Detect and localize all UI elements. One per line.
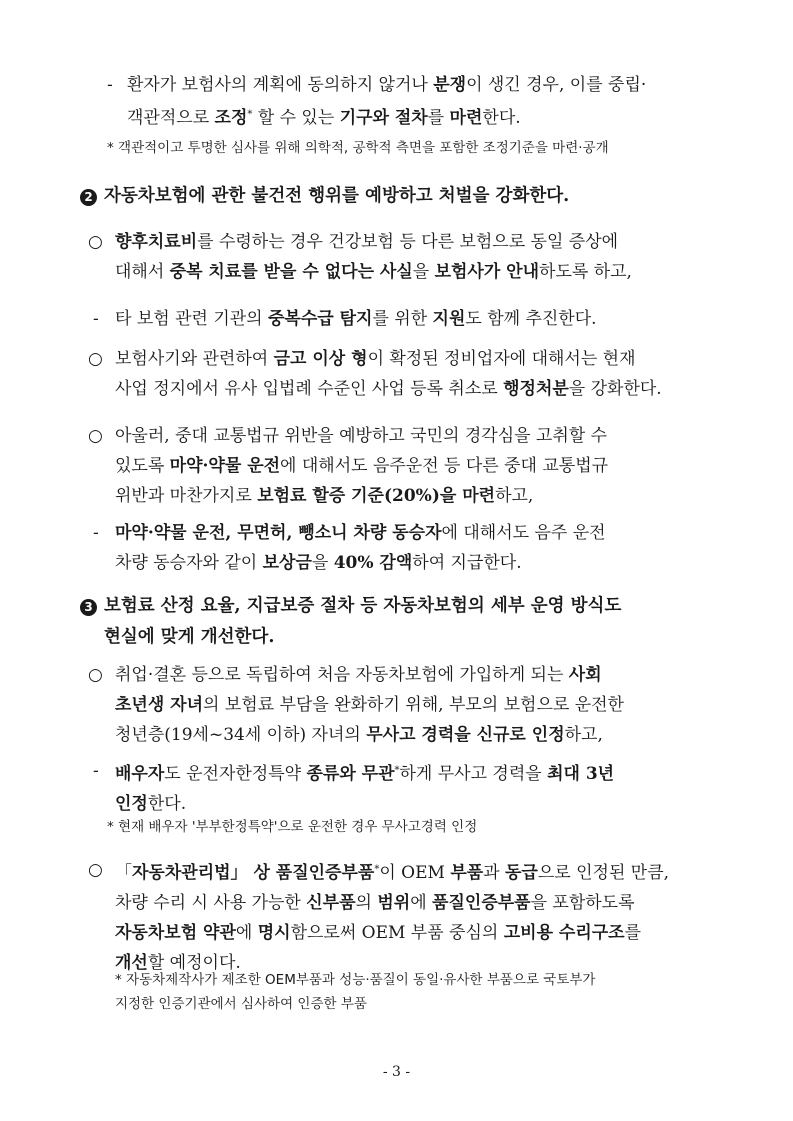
dash-bullet-icon: - bbox=[93, 523, 99, 543]
text-run: 도 운전자한정특약 bbox=[164, 764, 307, 784]
text-run: 을 강화한다. bbox=[568, 379, 662, 399]
text-line bbox=[115, 227, 718, 257]
section-number-icon bbox=[80, 182, 97, 212]
bold-text: 인정 bbox=[115, 794, 148, 814]
bold-text: 초년생 자녀 bbox=[115, 695, 204, 715]
text-line bbox=[127, 70, 717, 100]
text-line bbox=[115, 918, 718, 948]
bold-text: 최대 3년 bbox=[547, 764, 615, 784]
bold-text: 보상금 bbox=[262, 553, 312, 573]
section-heading bbox=[104, 591, 740, 653]
text-run: * bbox=[374, 864, 380, 875]
page-number: - 3 - bbox=[382, 1064, 411, 1080]
text-run: 하게 무사고 경력을 bbox=[399, 764, 548, 784]
text-line bbox=[115, 720, 718, 750]
text-run: 를 bbox=[624, 923, 642, 943]
bold-text: 분쟁 bbox=[433, 75, 467, 95]
section-number-badge: 2 bbox=[80, 189, 97, 206]
bold-text: 무사고 경력을 신규로 인정 bbox=[366, 725, 565, 745]
text-run: 대해서 bbox=[115, 262, 170, 282]
footnote bbox=[115, 968, 735, 1016]
text-line bbox=[104, 622, 740, 653]
dash-bullet-icon: - bbox=[107, 75, 113, 95]
bold-text: 명시 bbox=[257, 923, 291, 943]
text-line bbox=[104, 591, 740, 622]
bold-text: 사회 bbox=[568, 665, 602, 685]
text-run: 이 생긴 경우, 이를 중립· bbox=[466, 75, 647, 95]
footnote bbox=[107, 815, 727, 839]
text-run: 보험사기와 관련하여 bbox=[115, 349, 274, 369]
bold-text: 자동차보험 약관 bbox=[115, 923, 236, 943]
text-line bbox=[115, 968, 735, 992]
text-run: * bbox=[247, 109, 253, 120]
text-run: 를 위한 bbox=[372, 309, 433, 329]
section-heading bbox=[104, 181, 744, 212]
text-run: 한다. bbox=[482, 108, 521, 128]
text-run: 을 포함하도록 bbox=[530, 893, 635, 913]
text-line bbox=[115, 421, 718, 451]
bold-text: 범위 bbox=[377, 893, 411, 913]
bold-text: 중복수급 탐지 bbox=[268, 309, 373, 329]
text-run: 한다. bbox=[147, 794, 187, 814]
dash-bullet-icon: - bbox=[93, 309, 99, 329]
text-run: 타 보험 관련 기관의 bbox=[115, 309, 268, 329]
footnote bbox=[107, 136, 747, 160]
paragraph bbox=[115, 421, 718, 511]
text-line bbox=[115, 756, 718, 789]
text-run: 을 bbox=[412, 262, 435, 282]
text-run: 차량 수리 시 사용 가능한 bbox=[115, 893, 307, 913]
text-line bbox=[115, 374, 718, 404]
bold-text: 마약·약물 운전, 무면허, 뺑소니 차량 동승자 bbox=[115, 523, 442, 543]
text-line bbox=[115, 257, 718, 287]
text-run: 를 bbox=[427, 108, 450, 128]
text-run: 할 수 있는 bbox=[252, 108, 340, 128]
bold-text: 보험료 할증 기준(20%)을 마련 bbox=[257, 486, 496, 506]
dash-bullet-icon: - bbox=[93, 761, 99, 781]
text-line bbox=[115, 888, 718, 918]
section-number-badge: 3 bbox=[80, 599, 97, 616]
paragraph bbox=[115, 660, 718, 750]
text-run: 위반과 마찬가지로 bbox=[115, 486, 258, 506]
bold-text: 품질인증부품 bbox=[432, 893, 531, 913]
bold-text: 조정 bbox=[214, 108, 248, 128]
bold-text: 개선 bbox=[115, 953, 148, 973]
text-run: 환자가 보험사의 계획에 동의하지 않거나 bbox=[127, 75, 434, 95]
text-run: * 자동차제작사가 제조한 OEM부품과 성능·품질이 동일·유사한 부품으로 국토부가 bbox=[115, 972, 596, 988]
text-run: 함으로써 OEM 부품 중심의 bbox=[290, 923, 504, 943]
bold-text: 40% 감액 bbox=[333, 553, 413, 573]
text-line bbox=[115, 548, 718, 578]
bold-text: 배우자 bbox=[115, 764, 165, 784]
text-run: 을 bbox=[311, 553, 334, 573]
text-line bbox=[115, 690, 718, 720]
text-line bbox=[107, 136, 747, 160]
circle-bullet-icon: ○ bbox=[88, 349, 103, 369]
bold-text: 향후치료비 bbox=[115, 232, 198, 252]
bold-text: 마련 bbox=[449, 108, 483, 128]
bold-text: 행정처분 bbox=[503, 379, 569, 399]
text-run: 지정한 인증기관에서 심사하여 인증한 부품 bbox=[115, 996, 367, 1012]
text-run: 사업 정지에서 유사 입법례 수준인 사업 등록 취소로 bbox=[115, 379, 504, 399]
circle-bullet-icon: ○ bbox=[88, 232, 103, 252]
text-run: 하고, bbox=[564, 725, 603, 745]
text-run: 할 예정이다. bbox=[147, 953, 241, 973]
text-run: 에 bbox=[410, 893, 433, 913]
text-run: 있도록 bbox=[115, 456, 170, 476]
bold-text: 지원 bbox=[432, 309, 466, 329]
text-run: 의 보험료 부담을 완화하기 위해, 부모의 보험으로 운전한 bbox=[203, 695, 624, 715]
bold-text: 마약·약물 운전 bbox=[169, 456, 281, 476]
paragraph bbox=[115, 344, 718, 404]
bold-text: 금고 이상 형 bbox=[273, 349, 368, 369]
text-run: 에 대해서도 음주운전 등 다른 중대 교통법규 bbox=[280, 456, 609, 476]
bold-text: 중복 치료를 받을 수 없다는 사실 bbox=[169, 262, 413, 282]
text-line bbox=[115, 518, 718, 548]
text-run: 에 대해서도 음주 운전 bbox=[441, 523, 606, 543]
bold-text: 자동차관리법」 상 품질인증부품 bbox=[132, 863, 375, 883]
text-run: * bbox=[394, 765, 400, 776]
text-run: 취업·결혼 등으로 독립하여 처음 자동차보험에 가입하게 되는 bbox=[115, 665, 569, 685]
text-run: 도 함께 추진한다. bbox=[465, 309, 597, 329]
text-run: 자동차보험에 관한 불건전 행위를 예방하고 처벌을 강화한다. bbox=[104, 186, 570, 206]
text-run: 의 bbox=[355, 893, 378, 913]
text-line bbox=[127, 100, 717, 133]
bold-text: 보험사가 안내 bbox=[434, 262, 540, 282]
bold-text: 기구와 절차 bbox=[339, 108, 428, 128]
text-run: 「 bbox=[115, 863, 132, 883]
circle-bullet-icon: ○ bbox=[88, 426, 103, 446]
text-line bbox=[115, 992, 735, 1016]
bold-text: 부품 bbox=[450, 863, 484, 883]
paragraph bbox=[127, 70, 717, 133]
text-run: 를 수령하는 경우 건강보험 등 다른 보험으로 동일 증상에 bbox=[197, 232, 619, 252]
section-number-icon bbox=[80, 592, 97, 622]
text-line bbox=[115, 451, 718, 481]
circle-bullet-icon: ○ bbox=[88, 860, 103, 880]
text-run: 청년층(19세~34세 이하) 자녀의 bbox=[115, 725, 367, 745]
paragraph bbox=[115, 227, 718, 287]
text-run: * 현재 배우자 '부부한정특약'으로 운전한 경우 무사고경력 인정 bbox=[107, 819, 478, 835]
text-line bbox=[115, 855, 718, 888]
text-run: 아울러, 중대 교통법규 위반을 예방하고 국민의 경각심을 고취할 수 bbox=[115, 426, 608, 446]
text-run: 차량 동승자와 같이 bbox=[115, 553, 263, 573]
text-run: 과 bbox=[483, 863, 505, 883]
bold-text: 고비용 수리구조 bbox=[503, 923, 625, 943]
bold-text: 종류와 무관 bbox=[306, 764, 395, 784]
text-line bbox=[115, 344, 718, 374]
bold-text: 신부품 bbox=[306, 893, 356, 913]
paragraph bbox=[115, 756, 718, 819]
paragraph bbox=[115, 304, 718, 334]
text-run: 객관적으로 bbox=[127, 108, 215, 128]
text-run: 하고, bbox=[495, 486, 534, 506]
text-line bbox=[107, 815, 727, 839]
text-run: 하도록 하고, bbox=[539, 262, 632, 282]
circle-bullet-icon: ○ bbox=[88, 665, 103, 685]
text-line bbox=[115, 481, 718, 511]
paragraph bbox=[115, 855, 718, 978]
text-run: 보험료 산정 요율, 지급보증 절차 등 자동차보험의 세부 운영 방식도 bbox=[104, 596, 622, 616]
text-run: 이 OEM bbox=[379, 863, 451, 883]
text-line bbox=[115, 660, 718, 690]
paragraph bbox=[115, 518, 718, 578]
text-run: 이 확정된 정비업자에 대해서는 현재 bbox=[367, 349, 636, 369]
text-run: 으로 인정된 만큼, bbox=[537, 863, 670, 883]
text-run: 하여 지급한다. bbox=[412, 553, 522, 573]
text-run: * 객관적이고 투명한 심사를 위해 의학적, 공학적 측면을 포함한 조정기준을 마련·공개 bbox=[107, 140, 609, 156]
text-run: 에 bbox=[235, 923, 258, 943]
text-line bbox=[104, 181, 744, 212]
text-line bbox=[115, 304, 718, 334]
bold-text: 동급 bbox=[505, 863, 538, 883]
text-run: 현실에 맞게 개선한다. bbox=[104, 627, 275, 647]
